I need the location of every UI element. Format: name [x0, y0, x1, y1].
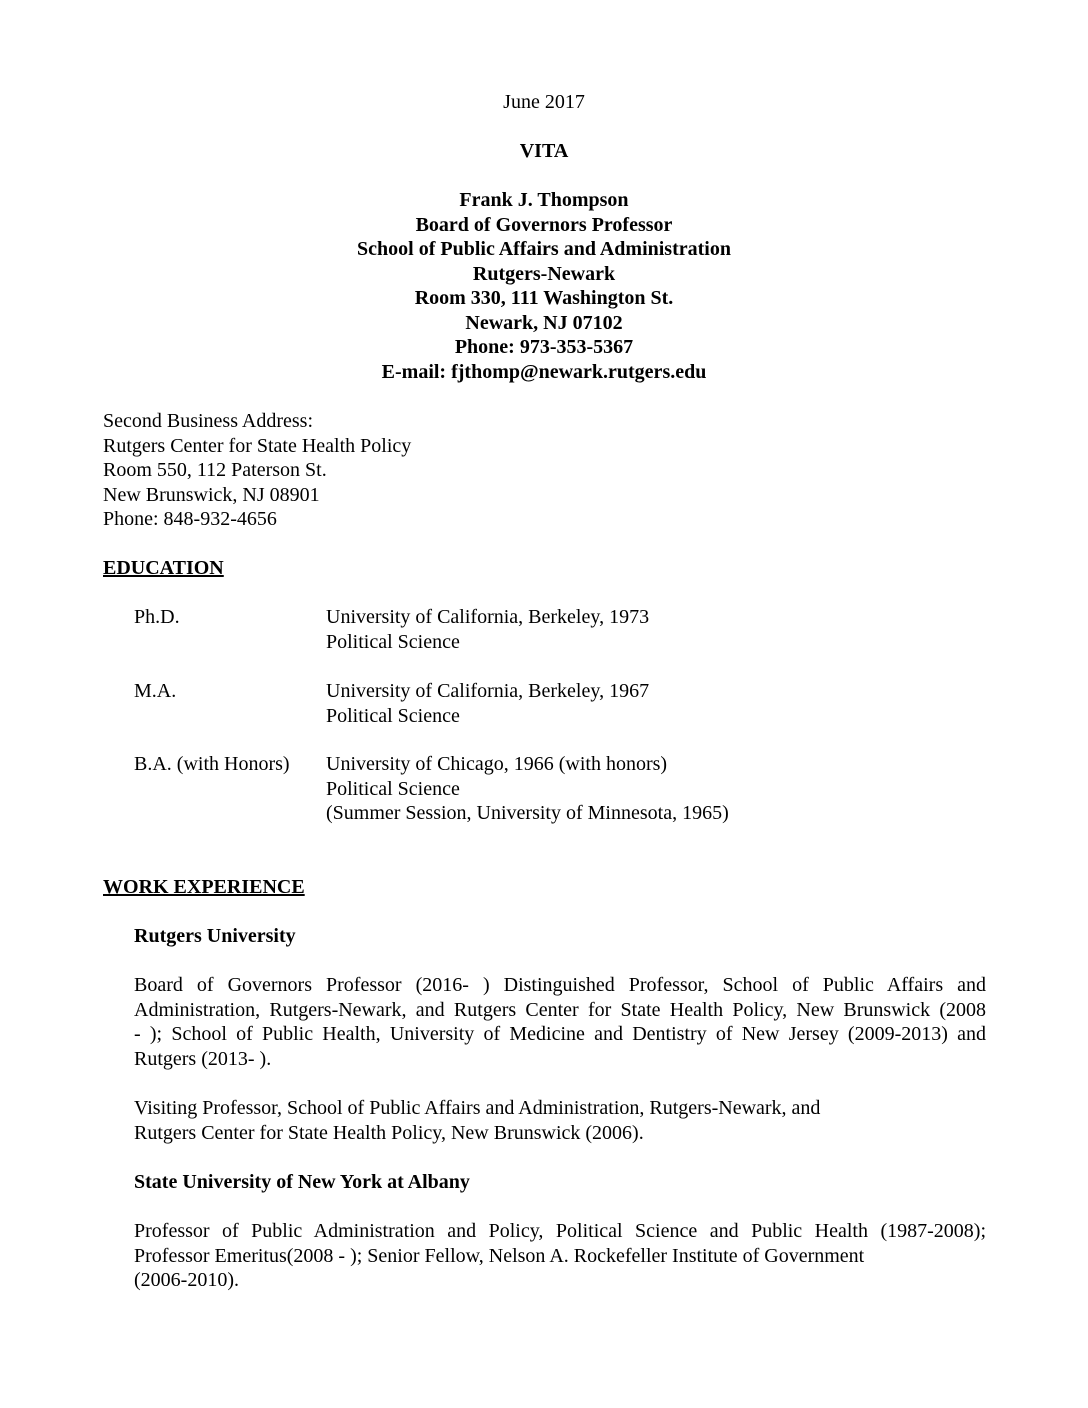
author-email: E-mail: fjthomp@newark.rutgers.edu: [381, 360, 707, 383]
second-address-label: Second Business Address:: [103, 410, 313, 432]
suny-paragraph-1: [134, 1219, 986, 1293]
education-note: (Summer Session, University of Minnesota, 1965): [326, 802, 729, 824]
education-details: [326, 752, 729, 826]
author-name: Frank J. Thompson: [459, 189, 629, 211]
second-address-line: Room 550, 112 Paterson St.: [103, 459, 327, 481]
paragraph-line: Rutgers Center for State Health Policy, New Brunswick (2006).: [134, 1121, 644, 1144]
employer-suny-albany: State University of New York at Albany: [134, 1171, 470, 1193]
education-institution: University of California, Berkeley, 1973: [326, 606, 650, 628]
author-city: Newark, NJ 07102: [465, 311, 623, 334]
education-institution: University of California, Berkeley, 1967: [326, 680, 650, 702]
author-campus: Rutgers-Newark: [472, 262, 616, 285]
rutgers-paragraph-2: [134, 1096, 986, 1145]
author-room: Room 330, 111 Washington St.: [414, 287, 674, 309]
paragraph-line: Visiting Professor, School of Public Affairs and Administration, Rutgers-Newark, and: [134, 1097, 821, 1119]
education-field: Political Science: [326, 704, 460, 727]
work-experience-heading: WORK EXPERIENCE: [103, 876, 305, 898]
second-address-line: Rutgers Center for State Health Policy: [103, 434, 412, 457]
education-heading: EDUCATION: [103, 557, 224, 579]
author-phone: Phone: 973-353-5367: [454, 336, 634, 358]
author-position: Board of Governors Professor: [415, 213, 673, 236]
paragraph-line: Rutgers (2013- ).: [134, 1047, 272, 1070]
author-school: School of Public Affairs and Administration: [357, 238, 731, 260]
rutgers-paragraph-1: [134, 973, 986, 1071]
paragraph-line: Board of Governors Professor (2016- ) Distinguished Professor, School of Public Affairs and: [134, 974, 986, 996]
education-field: Political Science: [326, 777, 460, 800]
education-details: [326, 679, 649, 728]
document-date: June 2017: [503, 91, 585, 113]
second-address-line: New Brunswick, NJ 08901: [103, 483, 320, 506]
contact-block: [0, 188, 1088, 384]
education-field: Political Science: [326, 630, 460, 653]
education-details: [326, 605, 649, 654]
education-degree: Ph.D.: [134, 606, 180, 628]
paragraph-line: Professor Emeritus(2008 - ); Senior Fellow, Nelson A. Rockefeller Institute of Government: [134, 1244, 865, 1267]
paragraph-line: (2006-2010).: [134, 1269, 239, 1291]
second-address-phone: Phone: 848-932-4656: [103, 508, 277, 530]
paragraph-line: Administration, Rutgers-Newark, and Rutgers Center for State Health Policy, New Brunswick (2008: [134, 998, 986, 1021]
second-address-block: [103, 409, 411, 532]
education-institution: University of Chicago, 1966 (with honors): [326, 753, 668, 775]
employer-rutgers: Rutgers University: [134, 925, 296, 947]
paragraph-line: - ); School of Public Health, University of Medicine and Dentistry of New Jersey (2009-2013) and: [134, 1023, 986, 1045]
education-degree: B.A. (with Honors): [134, 753, 290, 775]
document-title: VITA: [519, 140, 569, 162]
education-degree: M.A.: [134, 680, 177, 702]
paragraph-line: Professor of Public Administration and Policy, Political Science and Public Health (1987-2008);: [134, 1220, 986, 1242]
